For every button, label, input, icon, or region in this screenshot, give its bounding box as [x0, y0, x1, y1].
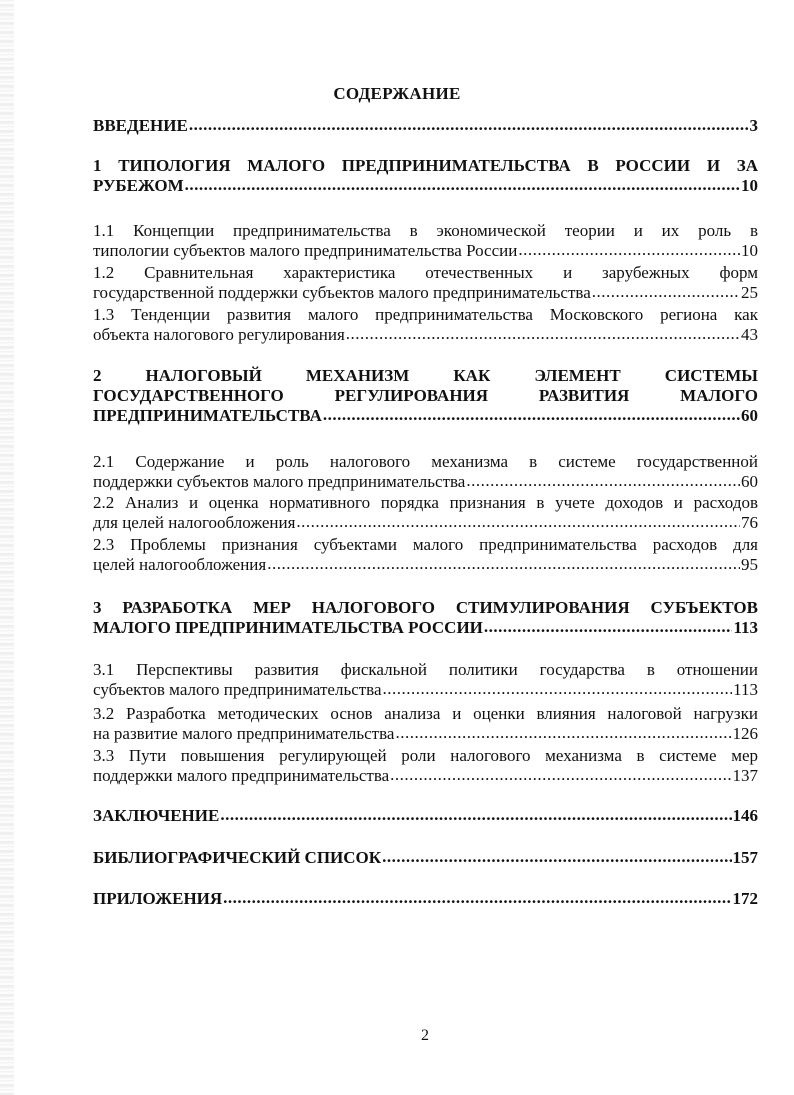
section-page: 25	[741, 283, 758, 302]
section-line: 3.2 Разработка методических основ анализа и оценки влияния налоговой нагрузки	[93, 704, 758, 723]
section-line: 2.3 Проблемы признания субъектами малого предпринимательства расходов для	[93, 535, 758, 554]
scan-edge-noise	[0, 0, 14, 1095]
leader-dots	[592, 284, 740, 298]
chapter-heading-line: 1 ТИПОЛОГИЯ МАЛОГО ПРЕДПРИНИМАТЕЛЬСТВА В РОССИИ И ЗА	[93, 156, 758, 175]
toc-entry-label: БИБЛИОГРАФИЧЕСКИЙ СПИСОК	[93, 848, 382, 867]
section-page: 10	[741, 241, 758, 260]
section-line: 1.2 Сравнительная характеристика отечественных и зарубежных форм	[93, 263, 758, 282]
toc-section-1-1[interactable]	[93, 221, 758, 261]
chapter-page: 10	[741, 176, 758, 195]
section-line: 2.1 Содержание и роль налогового механизма в системе государственной	[93, 452, 758, 471]
section-page: 60	[741, 472, 758, 491]
toc-entry-page: 157	[732, 848, 758, 867]
leader-dots	[223, 890, 731, 904]
toc-entry-appendix[interactable]	[93, 889, 758, 909]
leader-dots	[185, 177, 740, 191]
toc-title: СОДЕРЖАНИЕ	[333, 84, 461, 103]
leader-dots	[346, 326, 740, 340]
section-line-last: государственной поддержки субъектов малого предпринимательства	[93, 283, 591, 302]
leader-dots	[189, 117, 749, 131]
leader-dots	[484, 619, 733, 633]
leader-dots	[466, 473, 740, 487]
section-line: 1.1 Концепции предпринимательства в экономической теории и их роль в	[93, 221, 758, 240]
leader-dots	[390, 767, 731, 781]
section-line-last: целей налогообложения	[93, 555, 267, 574]
toc-chapter-3[interactable]	[93, 598, 758, 638]
leader-dots	[382, 849, 731, 863]
section-line-last: объекта налогового регулирования	[93, 325, 345, 344]
chapter-heading-last: РУБЕЖОМ	[93, 176, 184, 195]
toc-entry-label: ПРИЛОЖЕНИЯ	[93, 889, 223, 908]
toc-entry-label: ЗАКЛЮЧЕНИЕ	[93, 806, 220, 825]
toc-section-2-3[interactable]	[93, 535, 758, 575]
section-line: 3.3 Пути повышения регулирующей роли налогового механизма в системе мер	[93, 746, 758, 765]
section-page: 126	[732, 724, 758, 743]
toc-section-1-2[interactable]	[93, 263, 758, 303]
section-line-last: субъектов малого предпринимательства	[93, 680, 382, 699]
toc-entry-conclusion[interactable]	[93, 806, 758, 826]
leader-dots	[267, 556, 740, 570]
toc-section-2-1[interactable]	[93, 452, 758, 492]
toc-entry-bibliography[interactable]	[93, 848, 758, 868]
toc-chapter-2[interactable]	[93, 366, 758, 426]
leader-dots	[323, 407, 740, 421]
chapter-heading-line: 3 РАЗРАБОТКА МЕР НАЛОГОВОГО СТИМУЛИРОВАНИЯ СУБЪЕКТОВ	[93, 598, 758, 617]
chapter-heading-line: 2 НАЛОГОВЫЙ МЕХАНИЗМ КАК ЭЛЕМЕНТ СИСТЕМЫ	[93, 366, 758, 385]
toc-section-1-3[interactable]	[93, 305, 758, 345]
toc-entry-intro[interactable]	[93, 116, 758, 136]
section-line-last: поддержки субъектов малого предпринимательства	[93, 472, 466, 491]
section-line: 3.1 Перспективы развития фискальной политики государства в отношении	[93, 660, 758, 679]
toc-section-3-1[interactable]	[93, 660, 758, 700]
leader-dots	[383, 681, 733, 695]
leader-dots	[296, 514, 740, 528]
section-line-last: для целей налогообложения	[93, 513, 296, 532]
toc-entry-label: ВВЕДЕНИЕ	[93, 116, 188, 135]
section-line-last: поддержки малого предпринимательства	[93, 766, 390, 785]
toc-section-3-3[interactable]	[93, 746, 758, 786]
toc-entry-page: 172	[732, 889, 758, 908]
toc-entry-page: 146	[732, 806, 758, 825]
toc-chapter-1[interactable]	[93, 156, 758, 196]
section-page: 113	[733, 680, 758, 699]
section-line-last: типологии субъектов малого предпринимательства России	[93, 241, 518, 260]
chapter-page: 60	[741, 406, 758, 425]
section-page: 95	[741, 555, 758, 574]
leader-dots	[220, 807, 731, 821]
leader-dots	[395, 725, 731, 739]
section-page: 43	[741, 325, 758, 344]
section-line: 1.3 Тенденции развития малого предпринимательства Московского региона как	[93, 305, 758, 324]
toc-section-2-2[interactable]	[93, 493, 758, 533]
leader-dots	[518, 242, 740, 256]
toc-section-3-2[interactable]	[93, 704, 758, 744]
toc-entry-page: 3	[749, 116, 758, 135]
chapter-heading-last: ПРЕДПРИНИМАТЕЛЬСТВА	[93, 406, 322, 425]
chapter-heading-line: ГОСУДАРСТВЕННОГО РЕГУЛИРОВАНИЯ РАЗВИТИЯ МАЛОГО	[93, 386, 758, 405]
chapter-page: 113	[733, 618, 758, 637]
section-page: 76	[741, 513, 758, 532]
section-page: 137	[732, 766, 758, 785]
chapter-heading-last: МАЛОГО ПРЕДПРИНИМАТЕЛЬСТВА РОССИИ	[93, 618, 483, 637]
page-number: 2	[421, 1027, 429, 1044]
section-line: 2.2 Анализ и оценка нормативного порядка признания в учете доходов и расходов	[93, 493, 758, 512]
section-line-last: на развитие малого предпринимательства	[93, 724, 395, 743]
